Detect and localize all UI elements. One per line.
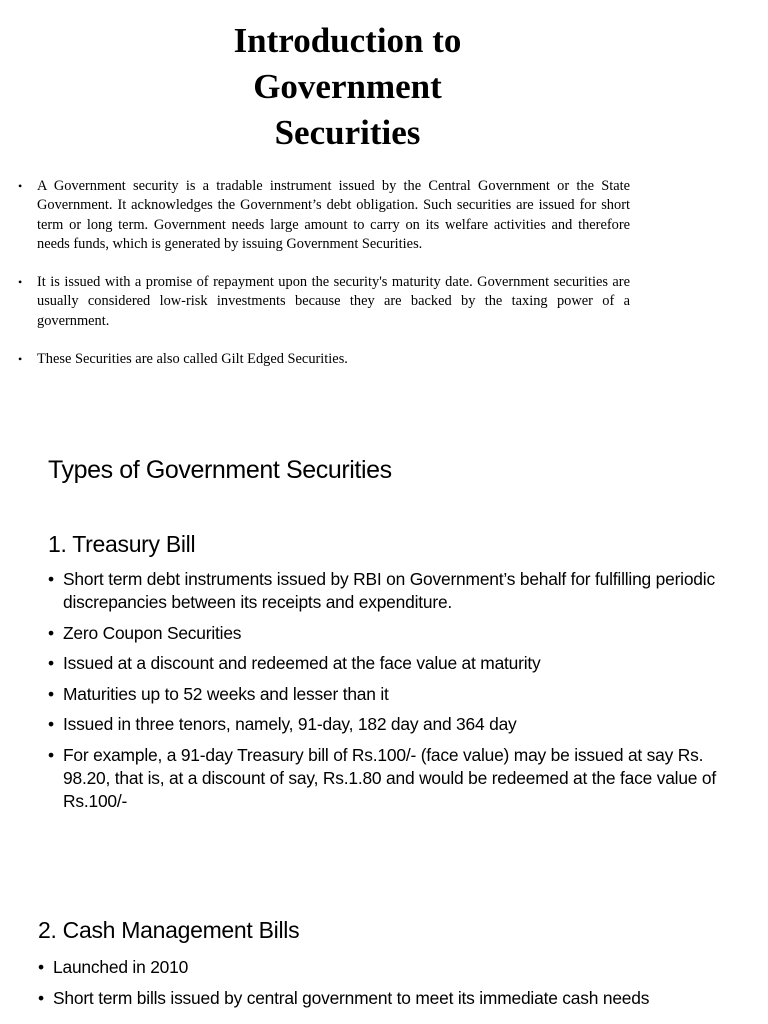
list-item-text: Issued at a discount and redeemed at the face value at maturity [63,653,541,674]
bullet-icon: • [48,653,54,674]
bullet-icon: • [18,275,23,290]
cash-management-bills-heading: 2. Cash Management Bills [38,917,300,943]
list-item [38,956,738,979]
bullet-icon: • [18,179,23,193]
list-item [48,713,728,736]
list-item-text: For example, a 91-day Treasury bill of Rs.100/- (face value) may be issued at say Rs. 98.20, that is, at a discount of say, Rs.1.80 and would be redeemed at the face value of Rs.100/- [63,744,717,811]
list-item-text: Issued in three tenors, namely, 91-day, 182 day and 364 day [63,714,517,735]
list-item [38,987,738,1010]
intro-bullet-item [18,350,630,369]
bullet-icon: • [18,352,23,367]
list-item [48,622,728,645]
list-item [48,568,728,614]
list-item [48,744,728,813]
treasury-bill-heading: 1. Treasury Bill [48,531,196,557]
list-item-text: Short term debt instruments issued by RBI on Government’s behalf for fulfilling periodic discrepancies between its receipts and expenditure. [63,569,715,612]
bullet-icon: • [48,622,54,643]
bullet-icon: • [38,987,44,1008]
list-item-text: Maturities up to 52 weeks and lesser than it [63,683,389,704]
bullet-icon: • [48,714,54,735]
page-title [150,18,545,156]
list-item-text: Launched in 2010 [53,957,189,977]
list-item [48,683,728,706]
intro-bullet-list [18,177,630,388]
intro-bullet-text: These Securities are also called Gilt Edged Securities. [37,351,348,368]
list-item-text: Short term bills issued by central government to meet its immediate cash needs [53,987,650,1008]
bullet-icon: • [38,957,44,977]
intro-bullet-item [18,177,630,254]
intro-bullet-item [18,273,630,331]
treasury-bill-bullet-list [48,568,728,821]
list-item [48,652,728,675]
bullet-icon: • [48,569,54,589]
title-line: Government [253,67,442,106]
bullet-icon: • [48,683,54,704]
intro-bullet-text: A Government security is a tradable instrument issued by the Central Government or the State Government. It acknowledges the Government’s debt obligation. Such securities are issued for short term or long term. Government needs large amount to carry on its welfare activities and therefore needs funds, which is generated by issuing Government Securities. [37,178,630,252]
title-line: Securities [274,113,421,152]
section-title: Types of Government Securities [48,456,392,484]
cash-management-bullet-list [38,956,738,1017]
title-line: Introduction to [233,21,462,60]
list-item-text: Zero Coupon Securities [63,622,242,643]
intro-bullet-text: It is issued with a promise of repayment upon the security's maturity date. Government securities are usually considered low-risk investments because they are backed by the taxing power of a government. [37,274,630,329]
bullet-icon: • [48,744,54,765]
